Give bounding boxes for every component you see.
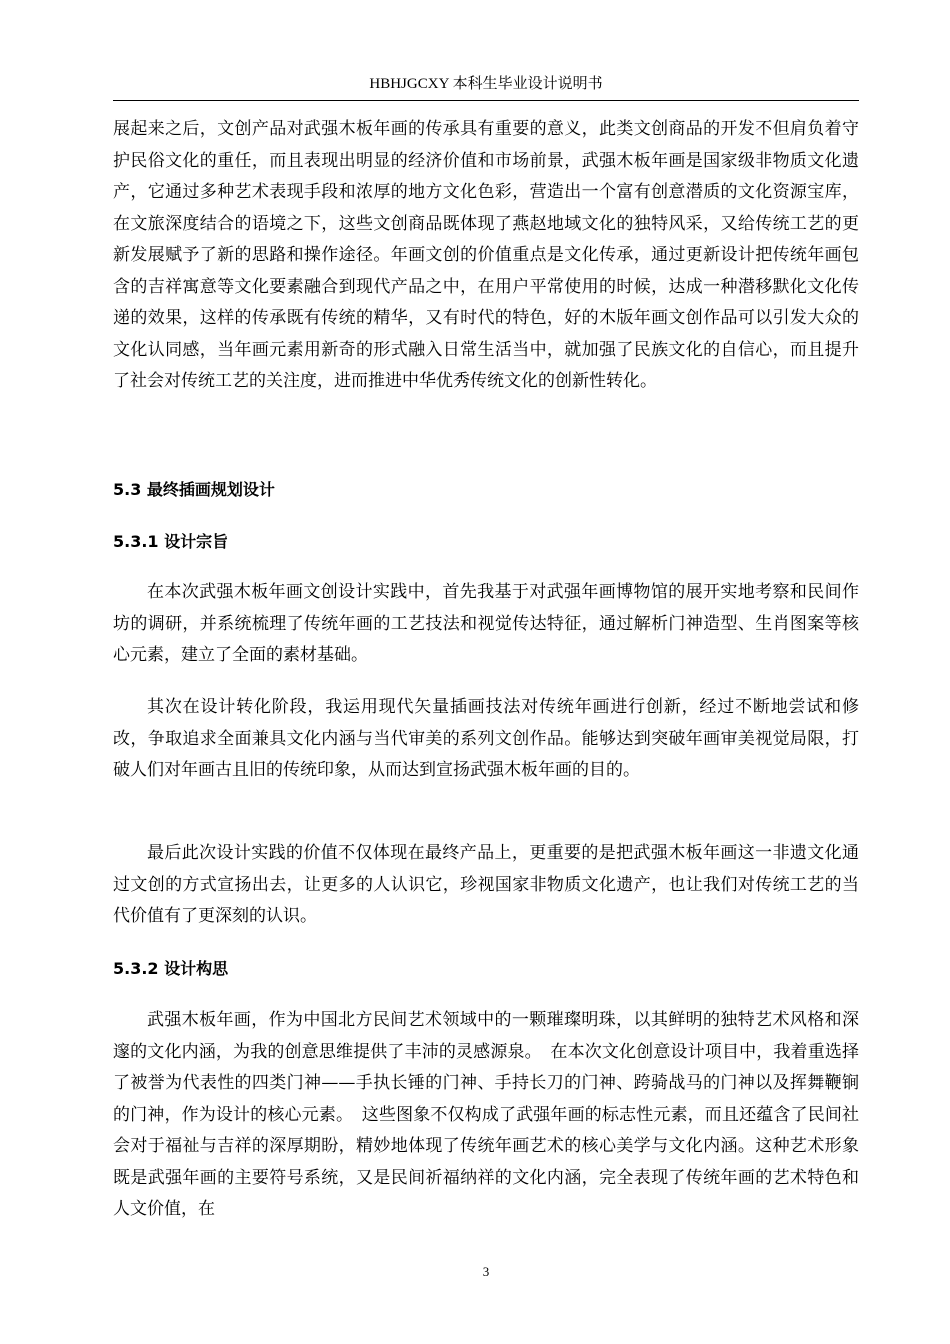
paragraph-intro: 展起来之后，文创产品对武强木板年画的传承具有重要的意义，此类文创商品的开发不但肩负着守护民俗文化的重任，而且表现出明显的经济价值和市场前景，武强木板年画是国家级非物质文化遗产，它通过多种艺术表现手段和浓厚的地方文化色彩，营造出一个富有创意潜质的文化资源宝库，在文旅深度结合的语境之下，这些文创商品既体现了燕赵地域文化的独特风采，又给传统工艺的更新发展赋予了新的思路和操作途径。年画文创的价值重点是文化传承，通过更新设计把传统年画包含的吉祥寓意等文化要素融合到现代产品之中，在用户平常使用的时候，达成一种潜移默化文化传递的效果，这样的传承既有传统的精华，又有时代的特色，好的木版年画文创作品可以引发大众的文化认同感，当年画元素用新奇的形式融入日常生活当中，就加强了民族文化的自信心，而且提升了社会对传统工艺的关注度，进而推进中华优秀传统文化的创新性转化。 xyxy=(113,119,859,391)
section-heading-5-3: 5.3 最终插画规划设计 xyxy=(113,480,275,499)
section-heading-5-3-1: 5.3.1 设计宗旨 xyxy=(113,532,229,551)
paragraph-design-purpose-3: 最后此次设计实践的价值不仅体现在最终产品上，更重要的是把武强木板年画这一非遗文化通过文创的方式宣扬出去，让更多的人认识它，珍视国家非物质文化遗产，也让我们对传统工艺的当代价值有了更深刻的认识。 xyxy=(113,843,859,926)
page-number: 3 xyxy=(482,1264,490,1279)
header-divider xyxy=(113,100,859,101)
paragraph-design-concept: 武强木板年画，作为中国北方民间艺术领域中的一颗璀璨明珠，以其鲜明的独特艺术风格和深邃的文化内涵，为我的创意思维提供了丰沛的灵感源泉。 在本次文化创意设计项目中，我着重选择了被誉为代表性的四类门神——手执长锤的门神、手持长刀的门神、跨骑战马的门神以及挥舞鞭锏的门神，作为设计的核心元素。 这些图象不仅构成了武强年画的标志性元素，而且还蕴含了民间社会对于福祉与吉祥的深厚期盼，精妙地体现了传统年画艺术的核心美学与文化内涵。这种艺术形象既是武强年画的主要符号系统，又是民间祈福纳祥的文化内涵，完全表现了传统年画的艺术特色和人文价值，在 xyxy=(113,1010,859,1219)
paragraph-design-purpose-1: 在本次武强木板年画文创设计实践中，首先我基于对武强年画博物馆的展开实地考察和民间作坊的调研，并系统梳理了传统年画的工艺技法和视觉传达特征，通过解析门神造型、生肖图案等核心元素，建立了全面的素材基础。 xyxy=(113,582,859,665)
page-header-title: HBHJGCXY 本科生毕业设计说明书 xyxy=(369,76,603,92)
paragraph-design-purpose-2: 其次在设计转化阶段，我运用现代矢量插画技法对传统年画进行创新，经过不断地尝试和修改，争取追求全面兼具文化内涵与当代审美的系列文创作品。能够达到突破年画审美视觉局限，打破人们对年画古且旧的传统印象，从而达到宣扬武强木板年画的目的。 xyxy=(113,697,859,780)
section-heading-5-3-2: 5.3.2 设计构思 xyxy=(113,959,229,978)
